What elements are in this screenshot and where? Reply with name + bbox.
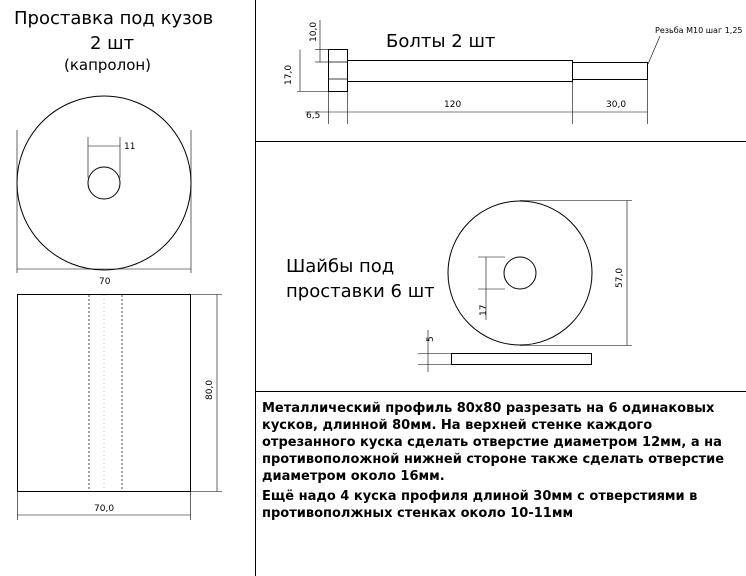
spacer-center-hole bbox=[88, 167, 120, 199]
washer-outer-circle bbox=[448, 201, 592, 345]
bolts-thread-leader bbox=[648, 36, 660, 64]
notes-paragraph-2: Ещё надо 4 куска профиля длиной 30мм с отверстиями в противополжных стенках около 10-11мм bbox=[262, 489, 698, 521]
spacer-diam-dim-label: 70 bbox=[99, 277, 111, 287]
bolt-headw-dim-label: 17,0 bbox=[284, 64, 294, 85]
bolt-headh-dim-label: 10,0 bbox=[309, 21, 319, 42]
spacer-width-dim-label: 70,0 bbox=[94, 504, 115, 514]
washer-thick-dim-label: 5 bbox=[426, 336, 436, 342]
bolt-headl-dim-label: 6,5 bbox=[306, 111, 321, 121]
spacer-side-view bbox=[18, 295, 191, 492]
washer-side-view bbox=[452, 354, 592, 365]
bolts-thread-note: Резьба М10 шаг 1,25 bbox=[655, 26, 743, 35]
washer-hole-dim-label: 17 bbox=[479, 304, 489, 316]
spacer-title-line3: (капролон) bbox=[64, 56, 152, 74]
notes-paragraph-1: Металлический профиль 80х80 разрезать на 6 одинаковых кусков, длинной 80мм. На верхней стенке каждого отрезанного куска сделать отверстие диаметром 12мм, а на противоположной нижней стороне также сделать отверстие диаметром около 16мм. bbox=[262, 401, 725, 484]
washer-hole bbox=[504, 257, 536, 289]
bolt-thread bbox=[573, 63, 648, 80]
bolt-shank bbox=[348, 61, 573, 82]
spacer-title-line2: 2 шт bbox=[90, 33, 135, 54]
spacer-hole-dim-label: 11 bbox=[124, 142, 136, 152]
washers-title-line1: Шайбы под bbox=[286, 256, 395, 277]
spacer-height-dim-label: 80,0 bbox=[205, 379, 215, 400]
washers-title-line2: проставки 6 шт bbox=[286, 281, 435, 302]
spacer-title-line1: Проставка под кузов bbox=[14, 8, 214, 29]
washer-diam-dim-label: 57,0 bbox=[615, 267, 625, 288]
bolt-head bbox=[329, 50, 348, 92]
bolt-thread-dim-label: 30,0 bbox=[606, 100, 627, 110]
bolt-shank-dim-label: 120 bbox=[444, 100, 462, 110]
spacer-top-view-circle bbox=[17, 96, 191, 270]
notes-block bbox=[262, 400, 740, 522]
bolts-title: Болты 2 шт bbox=[386, 31, 496, 52]
